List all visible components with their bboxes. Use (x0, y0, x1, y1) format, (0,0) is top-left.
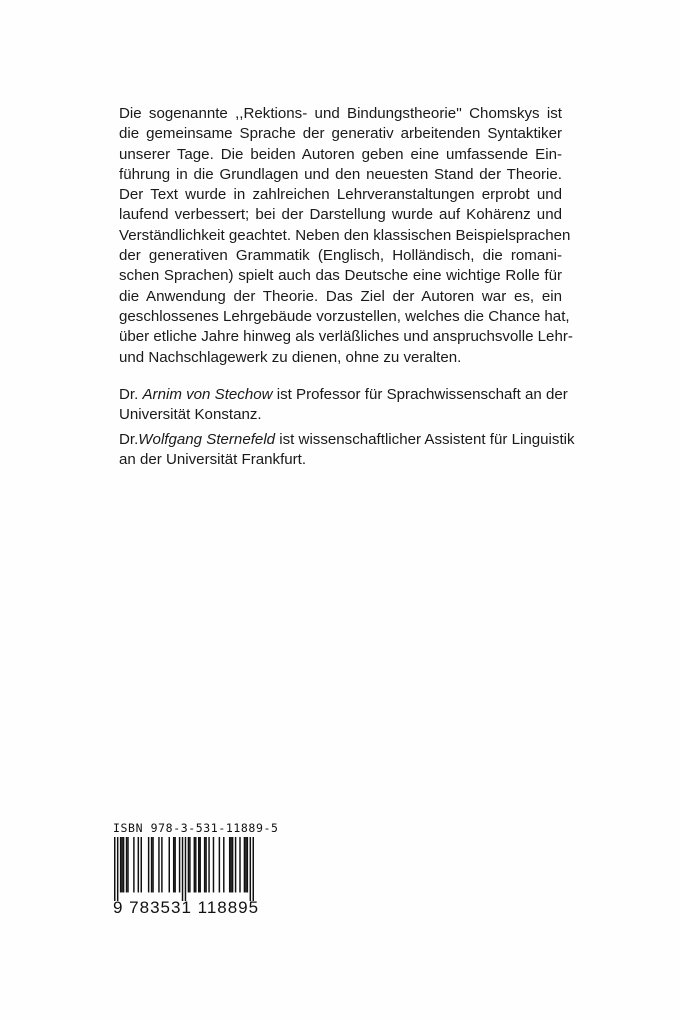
author-title: Dr. (119, 386, 143, 403)
barcode-bar (138, 837, 139, 892)
author-bio-text: ist Professor für Sprachwissenschaft an der (272, 386, 568, 403)
barcode-bar (198, 837, 199, 892)
barcode-bar (195, 837, 196, 892)
barcode-bar (179, 837, 180, 892)
barcode-bar (174, 837, 175, 892)
barcode-bar (253, 837, 254, 901)
blurb-line: der generativen Grammatik (Englisch, Holländisch, die romani- (119, 247, 562, 265)
barcode-bar (148, 837, 149, 892)
barcode-bar (232, 837, 233, 892)
barcode-digits: 9 783531 118895 (113, 898, 260, 917)
author-bio-text: ist wissenschaftlicher Assistent für Linguistik (275, 431, 575, 448)
barcode-bar (239, 837, 240, 892)
barcode-bar (250, 837, 251, 901)
barcode-bar (229, 837, 230, 892)
author-name: Wolfgang Sternefeld (138, 431, 276, 448)
barcode-bar (133, 837, 134, 892)
barcode-bar (120, 837, 121, 892)
barcode-bar (182, 837, 183, 901)
blurb-line: Verständlichkeit geachtet. Neben den klassischen Beispielsprachen (119, 226, 571, 244)
author-affiliation: Universität Konstanz. (119, 406, 262, 424)
barcode-bar (247, 837, 248, 892)
barcode-bar (152, 837, 153, 892)
barcode-bar (169, 837, 170, 892)
barcode-bar (173, 837, 174, 892)
barcode-bar (141, 837, 142, 892)
blurb-paragraph (119, 104, 573, 368)
barcode-bar (114, 837, 115, 901)
blurb-line: Die sogenannte ,,Rektions- und Bindungstheorie'' Chomskys ist (119, 105, 562, 122)
blurb-line: geschlossenes Lehrgebäude vorzustellen, welches die Chance hat, (119, 307, 570, 325)
barcode-bar (230, 837, 231, 892)
author-affiliation: an der Universität Frankfurt. (119, 451, 307, 469)
barcode-bar (245, 837, 246, 892)
barcode-bar (205, 837, 206, 892)
barcode-bar (158, 837, 159, 892)
barcode-bar (123, 837, 124, 892)
barcode-icon (114, 837, 254, 901)
barcode-bar (235, 837, 236, 892)
blurb-line: unserer Tage. Die beiden Autoren geben eine umfassende Ein- (119, 145, 562, 163)
barcode-bar (121, 837, 122, 892)
barcode-bar (204, 837, 205, 892)
blurb-line: schen Sprachen) spielt auch das Deutsche eine wichtige Rolle für (119, 267, 562, 285)
blurb-line: führung in die Grundlagen und den neuesten Stand der Theorie. (119, 165, 562, 183)
barcode-bar (151, 837, 152, 892)
barcode-bar (117, 837, 118, 901)
author-title: Dr. (119, 431, 139, 448)
barcode-bar (161, 837, 162, 892)
barcode-bar (127, 837, 128, 892)
blurb-line: Der Text wurde in zahlreichen Lehrveranstaltungen erprobt und (119, 186, 562, 204)
barcode-bar (185, 837, 186, 901)
author-name: Arnim von Stechow (142, 386, 273, 403)
author-bio-sternefeld (119, 430, 589, 471)
barcode-bar (194, 837, 195, 892)
blurb-line: die gemeinsame Sprache der generativ arbeitenden Syntaktiker (119, 125, 562, 143)
barcode-bar (208, 837, 209, 892)
barcode-bar (199, 837, 200, 892)
isbn-label: ISBN 978-3-531-11889-5 (113, 821, 279, 835)
blurb-line: laufend verbessert; bei der Darstellung wurde auf Kohärenz und (119, 206, 562, 224)
barcode-bar (223, 837, 224, 892)
barcode-bar (126, 837, 127, 892)
blurb-line: über etliche Jahre hinweg als verläßliches und anspruchsvolle Lehr- (119, 328, 573, 346)
blurb-line: die Anwendung der Theorie. Das Ziel der Autoren war es, ein (119, 287, 562, 305)
barcode-bar (188, 837, 189, 892)
barcode-bar (189, 837, 190, 892)
blurb-line: und Nachschlagewerk zu dienen, ohne zu veralten. (119, 348, 462, 366)
barcode-bar (219, 837, 220, 892)
author-bio-stechow (119, 385, 589, 426)
barcode-bar (213, 837, 214, 892)
barcode-bar (244, 837, 245, 892)
